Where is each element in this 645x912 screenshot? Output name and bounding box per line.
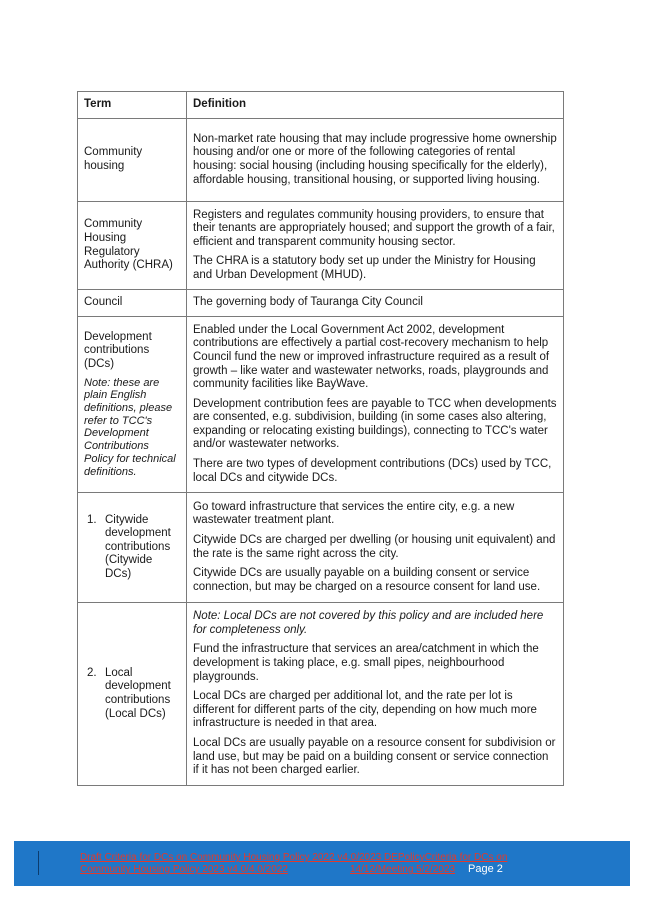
term-label: Citywide development contributions (Citywide DCs) — [105, 513, 171, 580]
header-definition: Definition — [187, 92, 564, 119]
definition-paragraph: Non-market rate housing that may include progressive home ownership housing and/or one or more of the following categories of rental housing: social housing (including housing specifically for the elderly), affordable housing, transitional housing, or supported living housing. — [193, 132, 557, 186]
term-label: Council — [84, 296, 123, 309]
table-header-row — [78, 92, 564, 119]
table-row — [78, 119, 564, 202]
definitions-table — [77, 91, 564, 786]
term-note: Note: these are plain English definitions, please refer to TCC's Development Contributions Policy for technical definitions. — [84, 376, 176, 478]
page-number: Page 2 — [468, 863, 503, 875]
definition-cell — [187, 290, 564, 317]
definition-cell — [187, 603, 564, 786]
definition-paragraph: Go toward infrastructure that services the entire city, e.g. a new wastewater treatment plant. — [193, 500, 515, 527]
table-row — [78, 493, 564, 603]
table-row — [78, 603, 564, 786]
list-number: 1. — [87, 513, 97, 526]
definition-cell — [187, 317, 564, 493]
table-row — [78, 290, 564, 317]
definition-paragraph: Fund the infrastructure that services an area/catchment in which the development is taking place, e.g. small pipes, neighbourhood playgrounds. — [193, 643, 539, 683]
term-cell — [78, 119, 187, 202]
footer-meeting-reference[interactable]: 14/12/Meeting 5/2/2023 — [350, 864, 456, 875]
definition-paragraph: Local DCs are usually payable on a resource consent for subdivision or land use, but may be paid on a building consent or service connection if it has not been charged earlier. — [193, 736, 556, 777]
term-cell — [78, 603, 187, 786]
definition-note: Note: Local DCs are not covered by this policy and are included here for completeness only. — [193, 610, 544, 636]
definition-paragraph: Citywide DCs are usually payable on a building consent or service connection, but may be charged on a resource consent for land use. — [193, 567, 541, 593]
definition-cell — [187, 119, 564, 202]
definition-paragraph: Enabled under the Local Government Act 2002, development contributions are effectively a partial cost-recovery mechanism to help Council fund the new or improved infrastructure required as a result of growth – like water and wastewater networks, roads, playgrounds and community facilities like BayWave. — [193, 323, 550, 391]
table-row — [78, 202, 564, 290]
page-footer — [14, 841, 630, 886]
term-label: Community housing — [84, 146, 143, 172]
table-row — [78, 317, 564, 493]
definition-paragraph: The CHRA is a statutory body set up under the Ministry for Housing and Urban Development (MHUD). — [193, 255, 536, 281]
term-label: Local development contributions (Local DCs) — [105, 666, 171, 720]
list-number: 2. — [87, 666, 97, 679]
definition-paragraph: Development contribution fees are payable to TCC when developments are consented, e.g. subdivision, building (in some cases also altering, expanding or relocating existing buildings), connecting to TCC's water and/or wastewater networks. — [193, 397, 557, 451]
term-cell — [78, 493, 187, 603]
term-label: Community Housing Regulatory Authority (CHRA) — [84, 218, 173, 272]
footer-divider — [38, 851, 39, 875]
definition-cell — [187, 493, 564, 603]
term-cell — [78, 202, 187, 290]
definition-cell — [187, 202, 564, 290]
definition-paragraph: There are two types of development contributions (DCs) used by TCC, local DCs and citywide DCs. — [193, 458, 552, 484]
term-cell — [78, 317, 187, 493]
term-cell — [78, 290, 187, 317]
footer-document-reference[interactable]: Draft Criteria for DCs on Community Housing Policy 2022 v4.0/2023 DEPolicyCriteria for DCs on Community Housing Policy 2023 v4.0/4.0/2022 — [80, 852, 508, 875]
definition-paragraph: Registers and regulates community housing providers, to ensure that their tenants are appropriately housed; and support the growth of a fair, efficient and transparent community housing sector. — [193, 208, 555, 248]
definition-paragraph: Local DCs are charged per additional lot, and the rate per lot is different for different parts of the city, depending on how much more infrastructure is needed in that area. — [193, 690, 537, 730]
definition-paragraph: The governing body of Tauranga City Council — [193, 296, 423, 309]
definition-paragraph: Citywide DCs are charged per dwelling (or housing unit equivalent) and the rate is the same right across the city. — [193, 533, 556, 560]
term-label: Development contributions (DCs) — [84, 330, 152, 370]
header-term: Term — [78, 92, 187, 119]
